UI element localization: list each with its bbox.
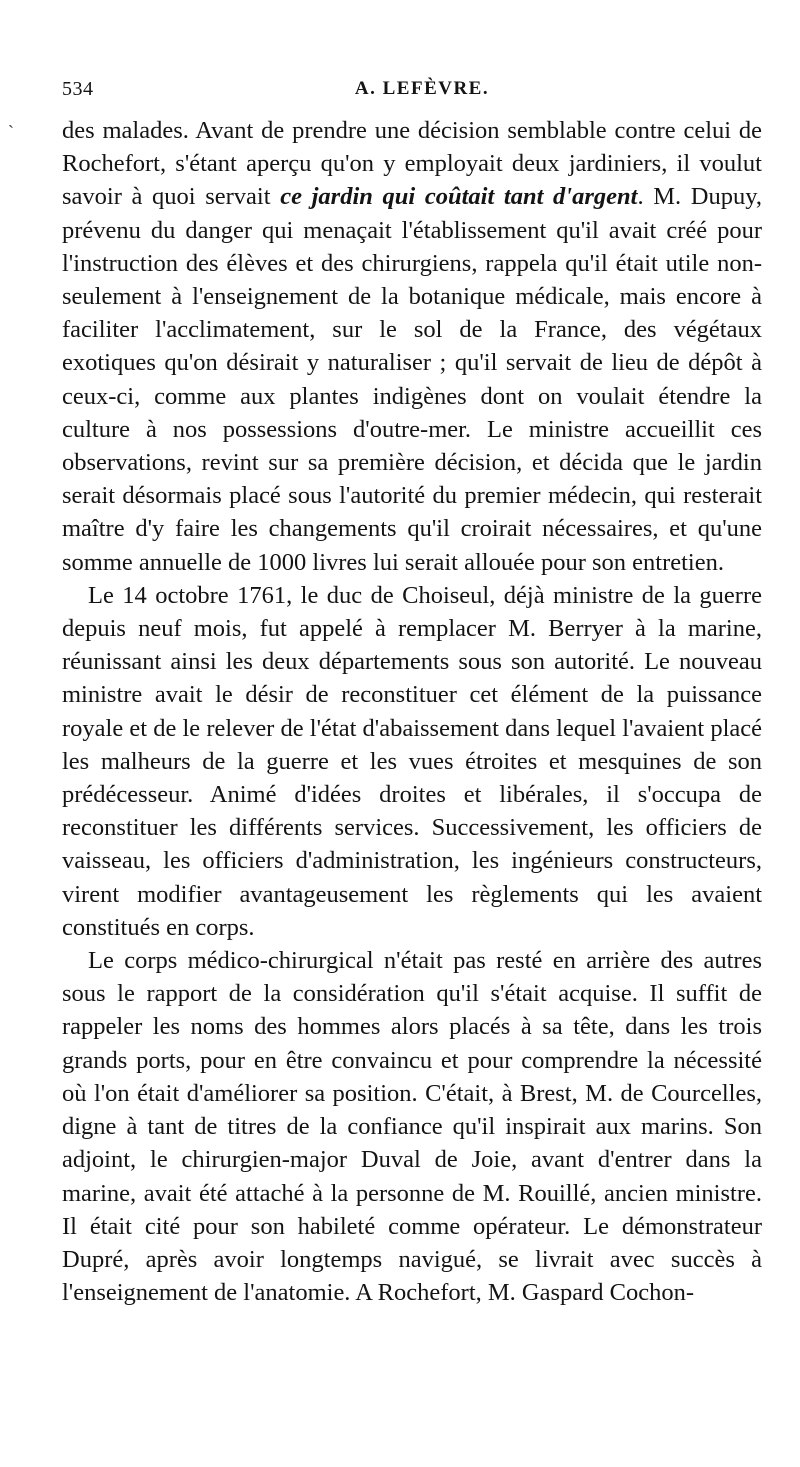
paragraph-3: Le corps médico-chirurgical n'était pas resté en arrière des autres sous le rapport de la considération qu'il s'était acquise. Il suffit de rappeler les noms des hommes alors placés à sa tête, dans les trois grands ports, pour en être convaincu et pour comprendre la nécessité où l'on était d'améliorer sa position. C'était, à Brest, M. de Courcelles, digne à tant de titres de la confiance qu'il inspirait aux marins. Son adjoint, le chirurgien-major Duval de Joie, avant d'entrer dans la marine, avait été attaché à la personne de M. Rouillé, ancien ministre. Il était cité pour son habileté comme opérateur. Le démonstrateur Dupré, après avoir longtemps navigué, se livrait avec succès à l'enseignement de l'anatomie. A Rochefort, M. Gaspard Cochon- [62,947,762,1307]
paragraph-1-emphasis: ce jardin qui coûtait tant d'argent [280,183,638,211]
paragraph-1-text-before: des malades. Avant de prendre une décision semblable contre celui de Rochefort, s'étant aperçu qu'on y employait deux jardiniers, il voulut savoir à quoi servait [62,117,762,211]
margin-mark: ` [8,122,14,142]
paragraph-2: Le 14 octobre 1761, le duc de Choiseul, déjà ministre de la guerre depuis neuf mois, fut appelé à remplacer M. Berryer à la marine, réunissant ainsi les deux départements sous son autorité. Le nouveau ministre avait le désir de reconstituer cet élément de la puissance royale et de le relever de l'état d'abaissement dans lequel l'avaient placé les malheurs de la guerre et les vues étroites et mesquines de son prédécesseur. Animé d'idées droites et libérales, il s'occupa de reconstituer les différents services. Successivement, les officiers de vaisseau, les officiers d'administration, les ingénieurs constructeurs, virent modifier avantageusement les règlements qui les avaient constitués en corps. [62,581,762,941]
body-text [62,114,762,1309]
page-header [62,78,762,108]
paragraph-1-text-after: . M. Dupuy, prévenu du danger qui menaçait l'établissement qu'il avait créé pour l'instruction des élèves et des chirurgiens, rappela qu'il était utile non-seulement à l'enseignement de la botanique médicale, mais encore à faciliter l'acclimatement, sur le sol de la France, des végétaux exotiques qu'on désirait y naturaliser ; qu'il servait de lieu de dépôt à ceux-ci, comme aux plantes indigènes dont on voulait étendre la culture à nos possessions d'outre-mer. Le ministre accueillit ces observations, revint sur sa première décision, et décida que le jardin serait désormais placé sous l'autorité du premier médecin, qui resterait maître d'y faire les changements qu'il croirait nécessaires, et qu'une somme annuelle de 1000 livres lui serait allouée pour son entretien. [62,183,763,576]
paragraph-1 [62,114,762,579]
running-head: A. LEFÈVRE. [354,78,490,99]
page-number: 534 [62,78,94,100]
